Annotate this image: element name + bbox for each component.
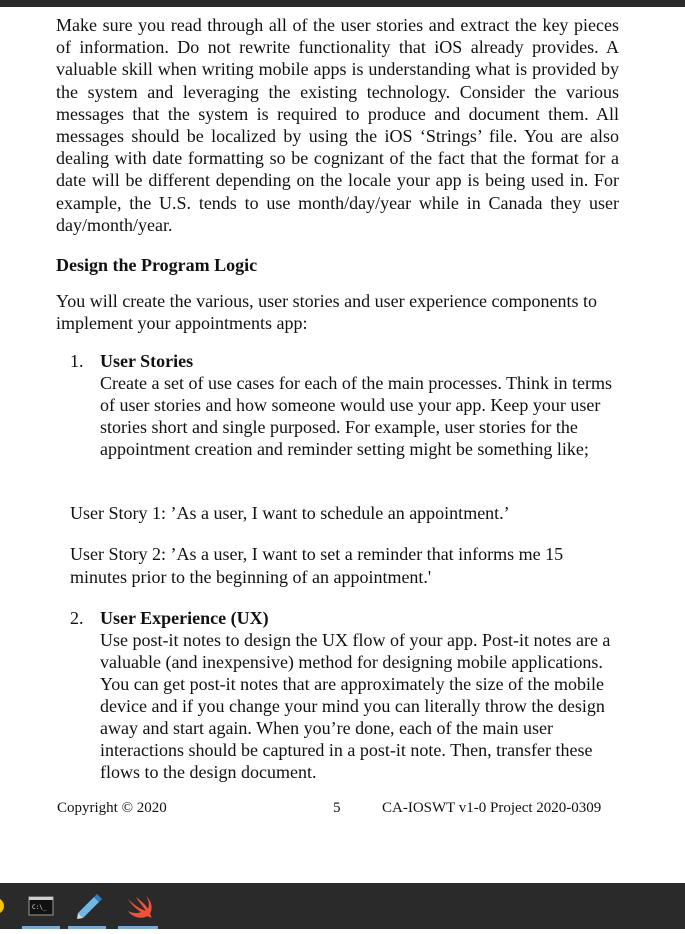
svg-text:C:\_: C:\_ bbox=[32, 904, 47, 911]
intro-paragraph: You will create the various, user stories and user experience components to implement your appointments app: bbox=[56, 291, 598, 334]
list-number: 2. bbox=[70, 608, 84, 628]
window-top-bar bbox=[0, 0, 685, 7]
user-story-1: User Story 1: ’As a user, I want to schedule an appointment.’ bbox=[70, 503, 510, 523]
section-heading: Design the Program Logic bbox=[56, 255, 258, 275]
list-item-body: Create a set of use cases for each of the main processes. Think in terms of user stories and how someone would use your app. Keep your user stories short and single purposed. For example, user stories for the appointment creation and reminder setting might be something like; bbox=[100, 373, 612, 459]
user-story-2: User Story 2: ’As a user, I want to set a reminder that informs me 15 minutes prior to the beginning of an appointment.' bbox=[70, 544, 564, 587]
list-item-title: User Experience (UX) bbox=[100, 608, 269, 628]
footer-page-number: 5 bbox=[333, 800, 341, 816]
footer-copyright: Copyright © 2020 bbox=[57, 800, 167, 816]
swift-icon[interactable] bbox=[116, 883, 160, 929]
list-number: 1. bbox=[70, 351, 84, 371]
list-item-title: User Stories bbox=[100, 351, 194, 371]
body-paragraph: Make sure you read through all of the user stories and extract the key pieces of information. Do not rewrite functionality that iOS already provides. A valuable skill when writing mobile apps is understanding what is provided by the system and leveraging the existing technology. Consider the various messages that the system is required to produce and document them. All messages should be localized by using the iOS ‘Strings’ file. You are also dealing with date formatting so be cognizant of the fact that the format for a date will be different depending on the locale your app is being used in. For example, the U.S. tends to use month/day/year while in Canada they user day/month/year. bbox=[56, 15, 619, 235]
footer-doc-id: CA-IOSWT v1-0 Project 2020-0309 bbox=[382, 800, 602, 816]
list-item-body: Use post-it notes to design the UX flow of your app. Post-it notes are a valuable (and inexpensive) method for designing mobile applications. You can get post-it notes that are approximately the size of the mobile device and if you change your mind you can literally throw the design away and start again. When you’re done, each of the main user interactions should be captured in a post-it note. Then, transfer these flows to the design document. bbox=[100, 630, 611, 782]
taskbar-partial-icon[interactable] bbox=[0, 883, 6, 929]
notepad-icon[interactable] bbox=[66, 883, 108, 929]
document-page bbox=[56, 14, 619, 236]
terminal-icon[interactable] bbox=[20, 883, 62, 929]
taskbar bbox=[0, 883, 685, 929]
